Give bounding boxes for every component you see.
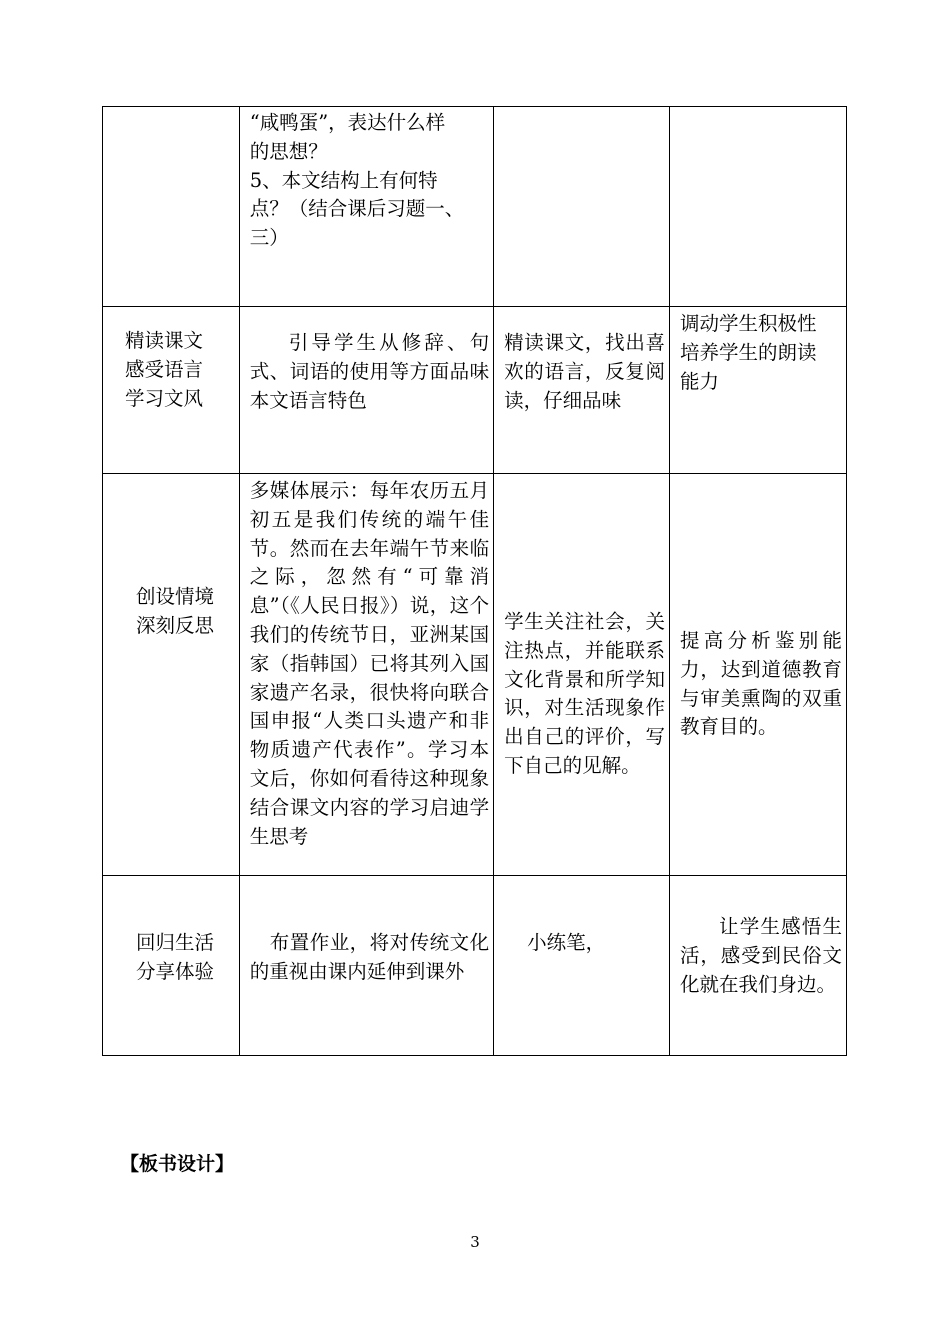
objective-cell: 让学生感悟生活，感受到民俗文化就在我们身边。 bbox=[670, 876, 847, 1056]
stage-cell bbox=[103, 107, 240, 307]
teacher-activity-cell: 多媒体展示：每年农历五月初五是我们传统的端午佳节。然而在去年端午节来临之际，忽然有“可靠消息”（《人民日报》）说，这个我们的传统节日，亚洲某国家（指韩国）已将其列入国家遗产名录，很快将向联合国申报“人类口头遗产和非物质遗产代表作”。学习本文后，你如何看待这种现象结合课文内容的学习启迪学生思考 bbox=[239, 474, 493, 876]
lesson-plan-table bbox=[102, 106, 847, 1056]
stage-cell: 精读课文 感受语言 学习文风 bbox=[103, 307, 240, 474]
student-activity-cell bbox=[494, 107, 670, 307]
table-row bbox=[103, 107, 847, 307]
table-row bbox=[103, 474, 847, 876]
teacher-activity-cell: 布置作业，将对传统文化的重视由课内延伸到课外 bbox=[239, 876, 493, 1056]
teacher-activity-cell: “咸鸭蛋”，表达什么样 的思想？ 5、本文结构上有何特 点？（结合课后习题一、 三） bbox=[239, 107, 493, 307]
student-activity-cell: 小练笔， bbox=[494, 876, 670, 1056]
stage-cell: 回归生活 分享体验 bbox=[103, 876, 240, 1056]
objective-cell: 调动学生积极性 培养学生的朗读 能力 bbox=[670, 307, 847, 474]
objective-cell: 提高分析鉴别能力，达到道德教育与审美熏陶的双重教育目的。 bbox=[670, 474, 847, 876]
table-row bbox=[103, 307, 847, 474]
student-activity-cell: 学生关注社会，关注热点，并能联系文化背景和所学知识，对生活现象作出自己的评价，写下自己的见解。 bbox=[494, 474, 670, 876]
page-number: 3 bbox=[470, 1233, 480, 1251]
student-activity-cell: 精读课文，找出喜欢的语言，反复阅读，仔细品味 bbox=[494, 307, 670, 474]
teacher-activity-cell: 引导学生从修辞、句式、词语的使用等方面品味本文语言特色 bbox=[239, 307, 493, 474]
table-row bbox=[103, 876, 847, 1056]
stage-cell: 创设情境 深刻反思 bbox=[103, 474, 240, 876]
objective-cell bbox=[670, 107, 847, 307]
section-heading: 【板书设计】 bbox=[120, 1153, 235, 1175]
